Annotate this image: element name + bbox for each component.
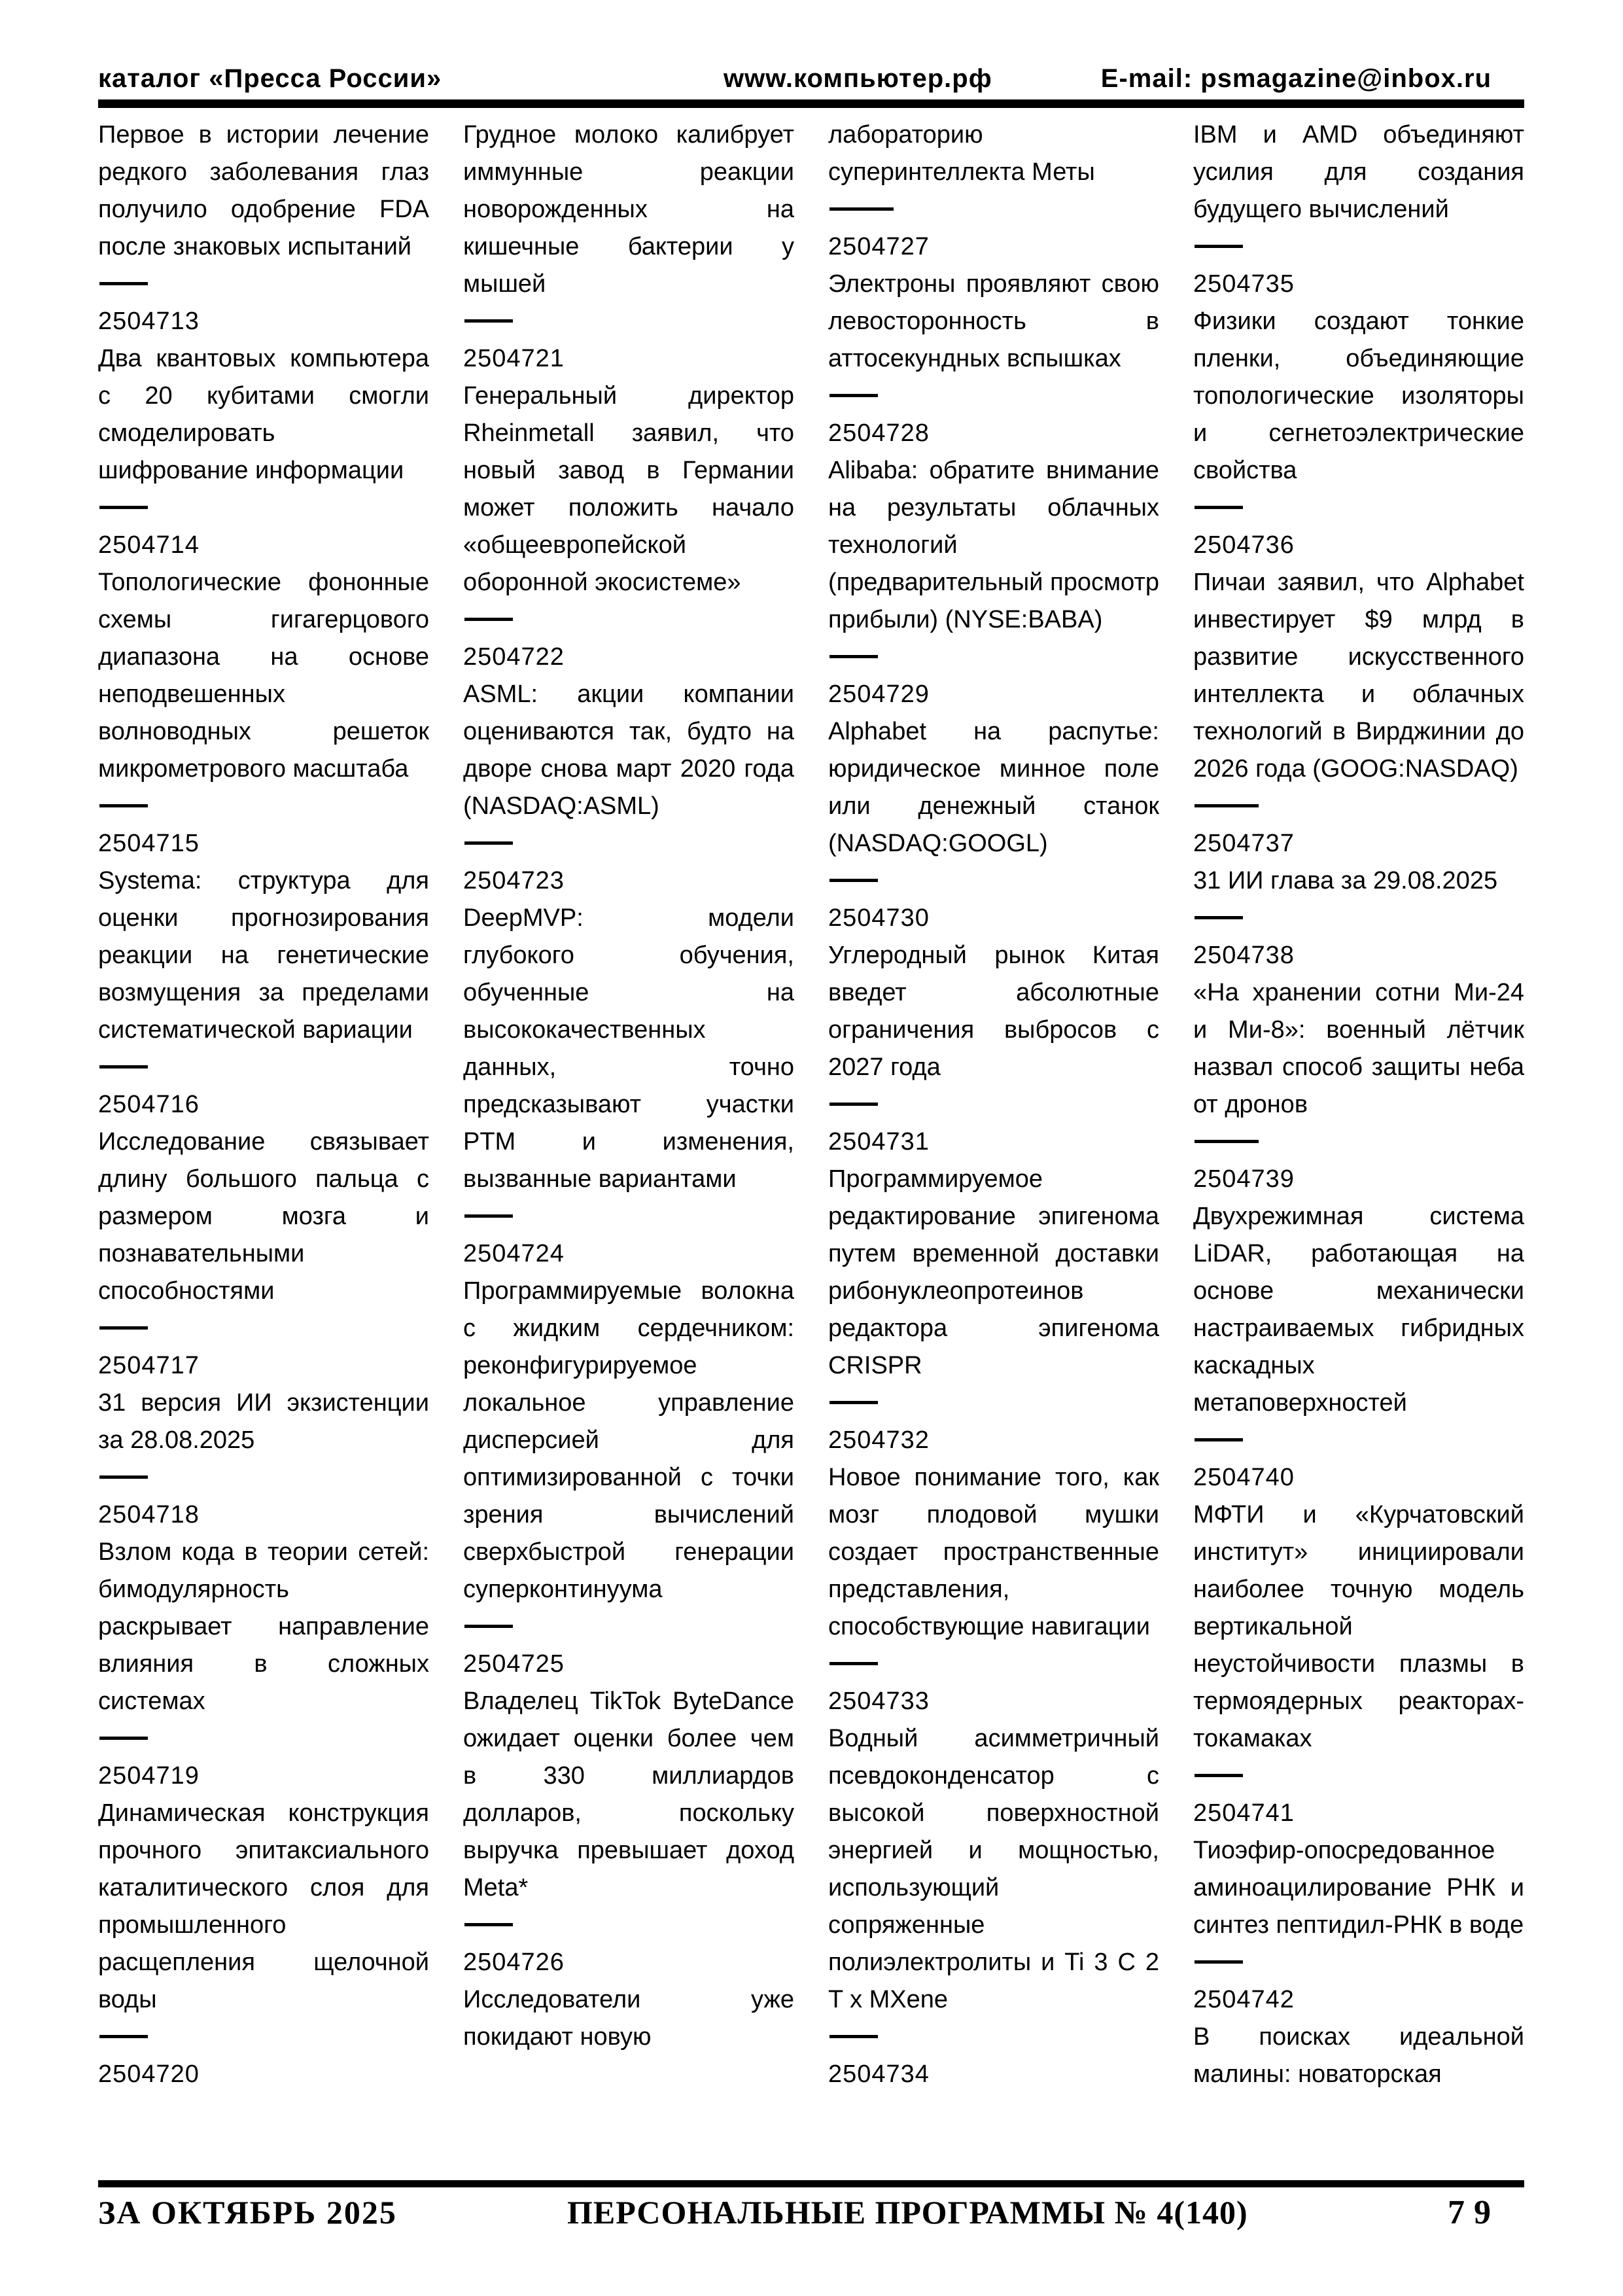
article-id: 2504714 xyxy=(98,531,200,559)
separator-rule xyxy=(829,394,878,397)
article-id: 2504718 xyxy=(98,1501,200,1528)
article-title: 31 версия ИИ экзистенции за 28.08.2025 xyxy=(98,1389,429,1454)
article-title: Физики создают тонкие пленки, объединяющие топологические изоляторы и сегнетоэлектрические свойства xyxy=(1193,308,1524,484)
article-title: Тиоэфир-опосредованное аминоацилирование РНК и синтез пептидил-РНК в воде xyxy=(1193,1837,1524,1939)
separator-rule xyxy=(1195,1140,1259,1143)
article-id: 2504716 xyxy=(98,1091,200,1118)
separator-rule xyxy=(99,1326,148,1330)
separator-rule xyxy=(829,1662,878,1665)
article-id: 2504720 xyxy=(98,2060,200,2088)
article-title: Топологические фононные схемы гигагерцового диапазона на основе неподвешенных волноводных решеток микрометрового масштаба xyxy=(98,569,429,783)
separator-rule xyxy=(464,1625,513,1628)
article-title: Исследователи уже покидают новую xyxy=(463,1986,794,2051)
separator-rule xyxy=(829,2035,878,2038)
article-id: 2504739 xyxy=(1193,1165,1295,1193)
separator-rule xyxy=(1195,506,1243,509)
separator-rule xyxy=(464,1923,513,1926)
footer-section-name: ПЕРСОНАЛЬНЫЕ ПРОГРАММЫ № 4(140) xyxy=(567,2194,1248,2231)
article-title: Исследование связывает длину большого пальца с размером мозга и познавательными способностями xyxy=(98,1128,429,1305)
email-address: E-mail: psmagazine@inbox.ru xyxy=(1100,64,1492,93)
separator-rule xyxy=(1195,245,1243,248)
article-title: Пичаи заявил, что Alphabet инвестирует $9 млрд в развитие искусственного интеллекта и облачных технологий в Вирджинии до 2026 года (GOOG:NASDAQ) xyxy=(1193,569,1524,783)
article-id: 2504735 xyxy=(1193,270,1295,298)
catalog-title: каталог «Пресса России» xyxy=(98,64,442,93)
article-id: 2504722 xyxy=(463,643,565,671)
article-id: 2504724 xyxy=(463,1240,565,1267)
article-title: Грудное молоко калибрует иммунные реакции новорожденных на кишечные бактерии у мышей xyxy=(463,121,794,298)
separator-rule xyxy=(464,841,513,845)
separator-rule xyxy=(464,1214,513,1218)
column-2 xyxy=(463,116,794,2174)
article-id: 2504728 xyxy=(828,419,930,447)
article-id: 2504730 xyxy=(828,904,930,932)
article-title: DeepMVP: модели глубокого обучения, обученные на высококачественных данных, точно предсказывают участки PTM и изменения, вызванные вариантами xyxy=(463,904,794,1193)
separator-rule xyxy=(99,1737,148,1740)
article-id: 2504737 xyxy=(1193,830,1295,857)
article-title: Первое в истории лечение редкого заболевания глаз получило одобрение FDA после знаковых испытаний xyxy=(98,121,429,260)
article-id: 2504732 xyxy=(828,1426,930,1454)
column-4 xyxy=(1193,116,1524,2174)
footer-issue-period: ЗА ОКТЯБРЬ 2025 xyxy=(98,2194,397,2231)
separator-rule xyxy=(99,2035,148,2038)
separator-rule xyxy=(1195,1774,1243,1777)
separator-rule xyxy=(829,1401,878,1404)
column-1 xyxy=(98,116,429,2174)
article-title: 31 ИИ глава за 29.08.2025 xyxy=(1193,867,1498,894)
article-title: лабораторию суперинтеллекта Меты xyxy=(828,121,1095,186)
article-title: Два квантовых компьютера с 20 кубитами смогли смоделировать шифрование информации xyxy=(98,345,429,484)
article-id: 2504741 xyxy=(1193,1799,1295,1827)
separator-rule xyxy=(1195,1960,1243,1964)
article-title: ASML: акции компании оцениваются так, будто на дворе снова март 2020 года (NASDAQ:ASML) xyxy=(463,680,794,820)
article-id: 2504738 xyxy=(1193,942,1295,969)
article-title: «На хранении сотни Ми-24 и Ми-8»: военный лётчик назвал способ защиты неба от дронов xyxy=(1193,979,1524,1118)
article-title: IBM и AMD объединяют усилия для создания будущего вычислений xyxy=(1193,121,1524,223)
article-title: Alphabet на распутье: юридическое минное поле или денежный станок (NASDAQ:GOOGL) xyxy=(828,718,1159,857)
article-title: Программируемое редактирование эпигенома путем временной доставки рибонуклеопротеинов редактора эпигенома CRISPR xyxy=(828,1165,1159,1379)
header-rule xyxy=(98,99,1524,108)
separator-rule xyxy=(1195,804,1259,807)
separator-rule xyxy=(829,1103,878,1106)
article-id: 2504733 xyxy=(828,1687,930,1715)
separator-rule xyxy=(99,1475,148,1479)
separator-rule xyxy=(99,282,148,285)
article-columns xyxy=(98,116,1524,2174)
article-id: 2504717 xyxy=(98,1352,200,1379)
separator-rule xyxy=(464,319,513,323)
article-title: Alibaba: обратите внимание на результаты облачных технологий (предварительный просмотр прибыли) (NYSE:BABA) xyxy=(828,457,1159,633)
separator-rule xyxy=(829,879,878,882)
article-id: 2504721 xyxy=(463,345,565,372)
article-title: Двухрежимная система LiDAR, работающая на основе механически настраиваемых гибридных каскадных метаповерхностей xyxy=(1193,1203,1524,1417)
separator-rule xyxy=(1195,1438,1243,1441)
article-id: 2504736 xyxy=(1193,531,1295,559)
article-title: МФТИ и «Курчатовский институт» инициировали наиболее точную модель вертикальной неустойчивости плазмы в термоядерных реакторах-токамаках xyxy=(1193,1501,1524,1752)
article-title: Водный асимметричный псевдоконденсатор с высокой поверхностной энергией и мощностью, использующий сопряженные полиэлектролиты и Ti 3 C 2 T x MXene xyxy=(828,1725,1159,2013)
article-id: 2504715 xyxy=(98,830,200,857)
separator-rule xyxy=(829,207,894,211)
separator-rule xyxy=(99,804,148,807)
article-id: 2504727 xyxy=(828,233,930,260)
article-id: 2504734 xyxy=(828,2060,930,2088)
article-id: 2504726 xyxy=(463,1949,565,1976)
article-title: Генеральный директор Rheinmetall заявил, что новый завод в Германии может положить начало «общеевропейской оборонной экосистеме» xyxy=(463,382,794,596)
separator-rule xyxy=(99,506,148,509)
separator-rule xyxy=(464,618,513,621)
footer-page-number: 79 xyxy=(1448,2194,1500,2231)
article-title: Углеродный рынок Китая введет абсолютные ограничения выбросов с 2027 года xyxy=(828,942,1159,1081)
article-id: 2504713 xyxy=(98,308,200,335)
website-url: www.компьютер.рф xyxy=(724,64,992,93)
article-id: 2504719 xyxy=(98,1762,200,1790)
column-3 xyxy=(828,116,1159,2174)
separator-rule xyxy=(829,655,878,658)
separator-rule xyxy=(1195,916,1243,919)
article-id: 2504742 xyxy=(1193,1986,1295,2013)
article-id: 2504725 xyxy=(463,1650,565,1678)
article-id: 2504723 xyxy=(463,867,565,894)
article-title: В поисках идеальной малины: новаторская xyxy=(1193,2023,1524,2088)
article-title: Электроны проявляют свою левосторонность в аттосекундных вспышках xyxy=(828,270,1159,372)
article-id: 2504729 xyxy=(828,680,930,708)
article-title: Владелец TikTok ByteDance ожидает оценки более чем в 330 миллиардов долларов, поскольку выручка превышает доход Meta* xyxy=(463,1687,794,1901)
article-id: 2504731 xyxy=(828,1128,930,1156)
article-title: Динамическая конструкция прочного эпитаксиального каталитического слоя для промышленного расщепления щелочной воды xyxy=(98,1799,429,2013)
article-title: Взлом кода в теории сетей: бимодулярность раскрывает направление влияния в сложных системах xyxy=(98,1538,429,1715)
separator-rule xyxy=(99,1065,148,1069)
article-title: Новое понимание того, как мозг плодовой мушки создает пространственные представления, способствующие навигации xyxy=(828,1464,1159,1640)
article-id: 2504740 xyxy=(1193,1464,1295,1491)
article-title: Программируемые волокна с жидким сердечником: реконфигурируемое локальное управление дисперсией для оптимизированной с точки зрения вычислений сверхбыстрой генерации суперконтинуума xyxy=(463,1277,794,1603)
footer-rule xyxy=(98,2180,1524,2187)
article-title: Systema: структура для оценки прогнозирования реакции на генетические возмущения за пределами систематической вариации xyxy=(98,867,429,1044)
